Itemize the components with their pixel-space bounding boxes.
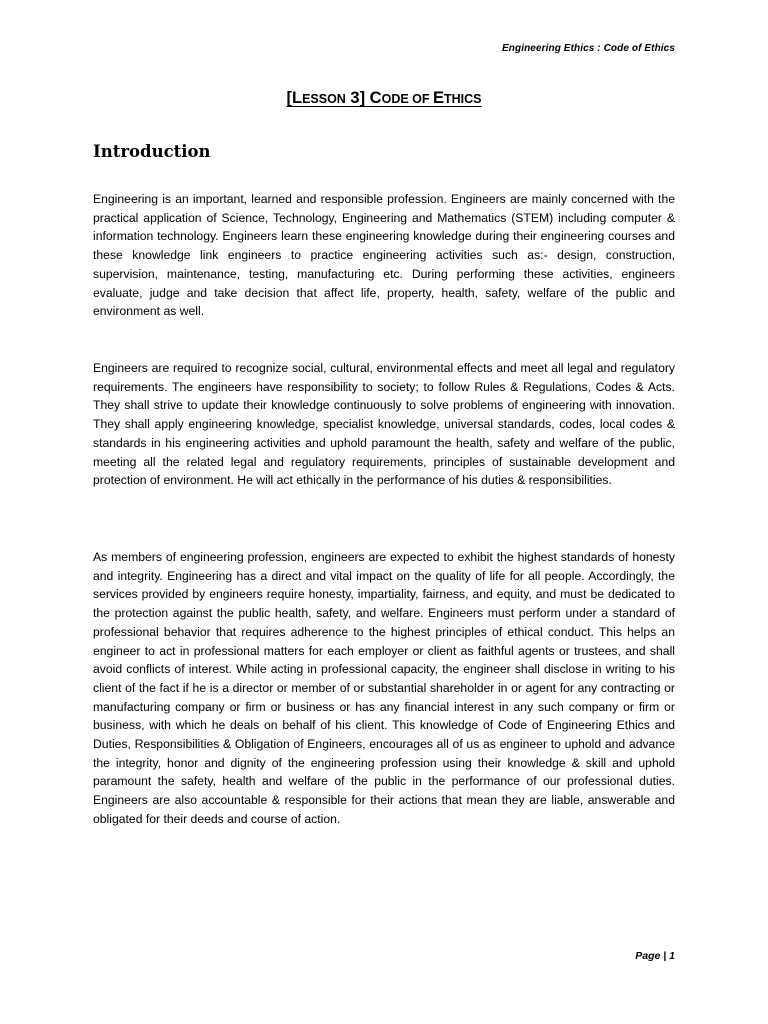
paragraph-1: Engineering is an important, learned and responsible profession. Engineers are mainly concerned with the practical application of Science, Technology, Engineering and Mathematics (STEM) including computer & information technology. Engineers learn these engineering knowledge during their engineering courses and these knowledge link engineers to practice engineering activities such as:- design, construction, supervision, maintenance, testing, manufacturing etc. During performing these activities, engineers evaluate, judge and take decision that affect life, property, health, safety, welfare of the public and environment as well. — [93, 192, 675, 319]
page-number: Page | 1 — [635, 950, 675, 962]
title-ethics-initial: E — [433, 89, 445, 107]
title-lesson-rest: ESSON — [302, 92, 346, 106]
title-lesson-initial: L — [291, 89, 303, 107]
lesson-title — [0, 89, 768, 108]
paragraph-3: As members of engineering profession, engineers are expected to exhibit the highest standards of honesty and integrity. Engineering has a direct and vital impact on the quality of life for all people. Accordingly, the services provided by engineers require honesty, impartiality, fairness, and equity, and must be dedicated to the protection against the public health, safety, and welfare. Engineers must perform under a standard of professional behavior that requires adherence to the highest principles of ethical conduct. This helps an engineer to act in professional matters for each employer or client as faithful agents or trustees, and shall avoid conflicts of interest. While acting in professional capacity, the engineer shall disclose in writing to his client of the fact if he is a director or member of or substantial shareholder in or agent for any contracting or manufacturing company or firm or business or has any financial interest in any such company or firm or business, with which he deals on behalf of his client. This knowledge of Code of Engineering Ethics and Duties, Responsibilities & Obligation of Engineers, encourages all of us as engineer to uphold and advance the integrity, honor and dignity of the engineering profession using their knowledge & skill and uphold paramount the safety, health and welfare of the public in the performance of our professional duties. Engineers are also accountable & responsible for their actions that mean they are liable, answerable and obligated for their deeds and course of action. — [93, 550, 675, 826]
title-bracket-open: [ — [286, 89, 292, 107]
title-ethics-rest: THICS — [444, 92, 482, 106]
running-header: Engineering Ethics : Code of Ethics — [502, 43, 675, 54]
paragraph-2: Engineers are required to recognize social, cultural, environmental effects and meet all legal and regulatory requirements. The engineers have responsibility to society; to follow Rules & Regulations, Codes & Acts. They shall strive to update their knowledge continuously to solve problems of engineering with innovation. They shall apply engineering knowledge, specialist knowledge, universal standards, codes, local codes & standards in his engineering activities and uphold paramount the health, safety and welfare of the public, meeting all the related legal and regulatory requirements, principles of sustainable development and protection of environment. He will act ethically in the performance of his duties & responsibilities. — [93, 361, 675, 488]
title-code-initial: C — [369, 89, 382, 107]
title-lesson-number: 3] — [345, 89, 370, 107]
title-code-rest: ODE OF — [381, 92, 433, 106]
section-heading-introduction: Introduction — [93, 142, 211, 161]
